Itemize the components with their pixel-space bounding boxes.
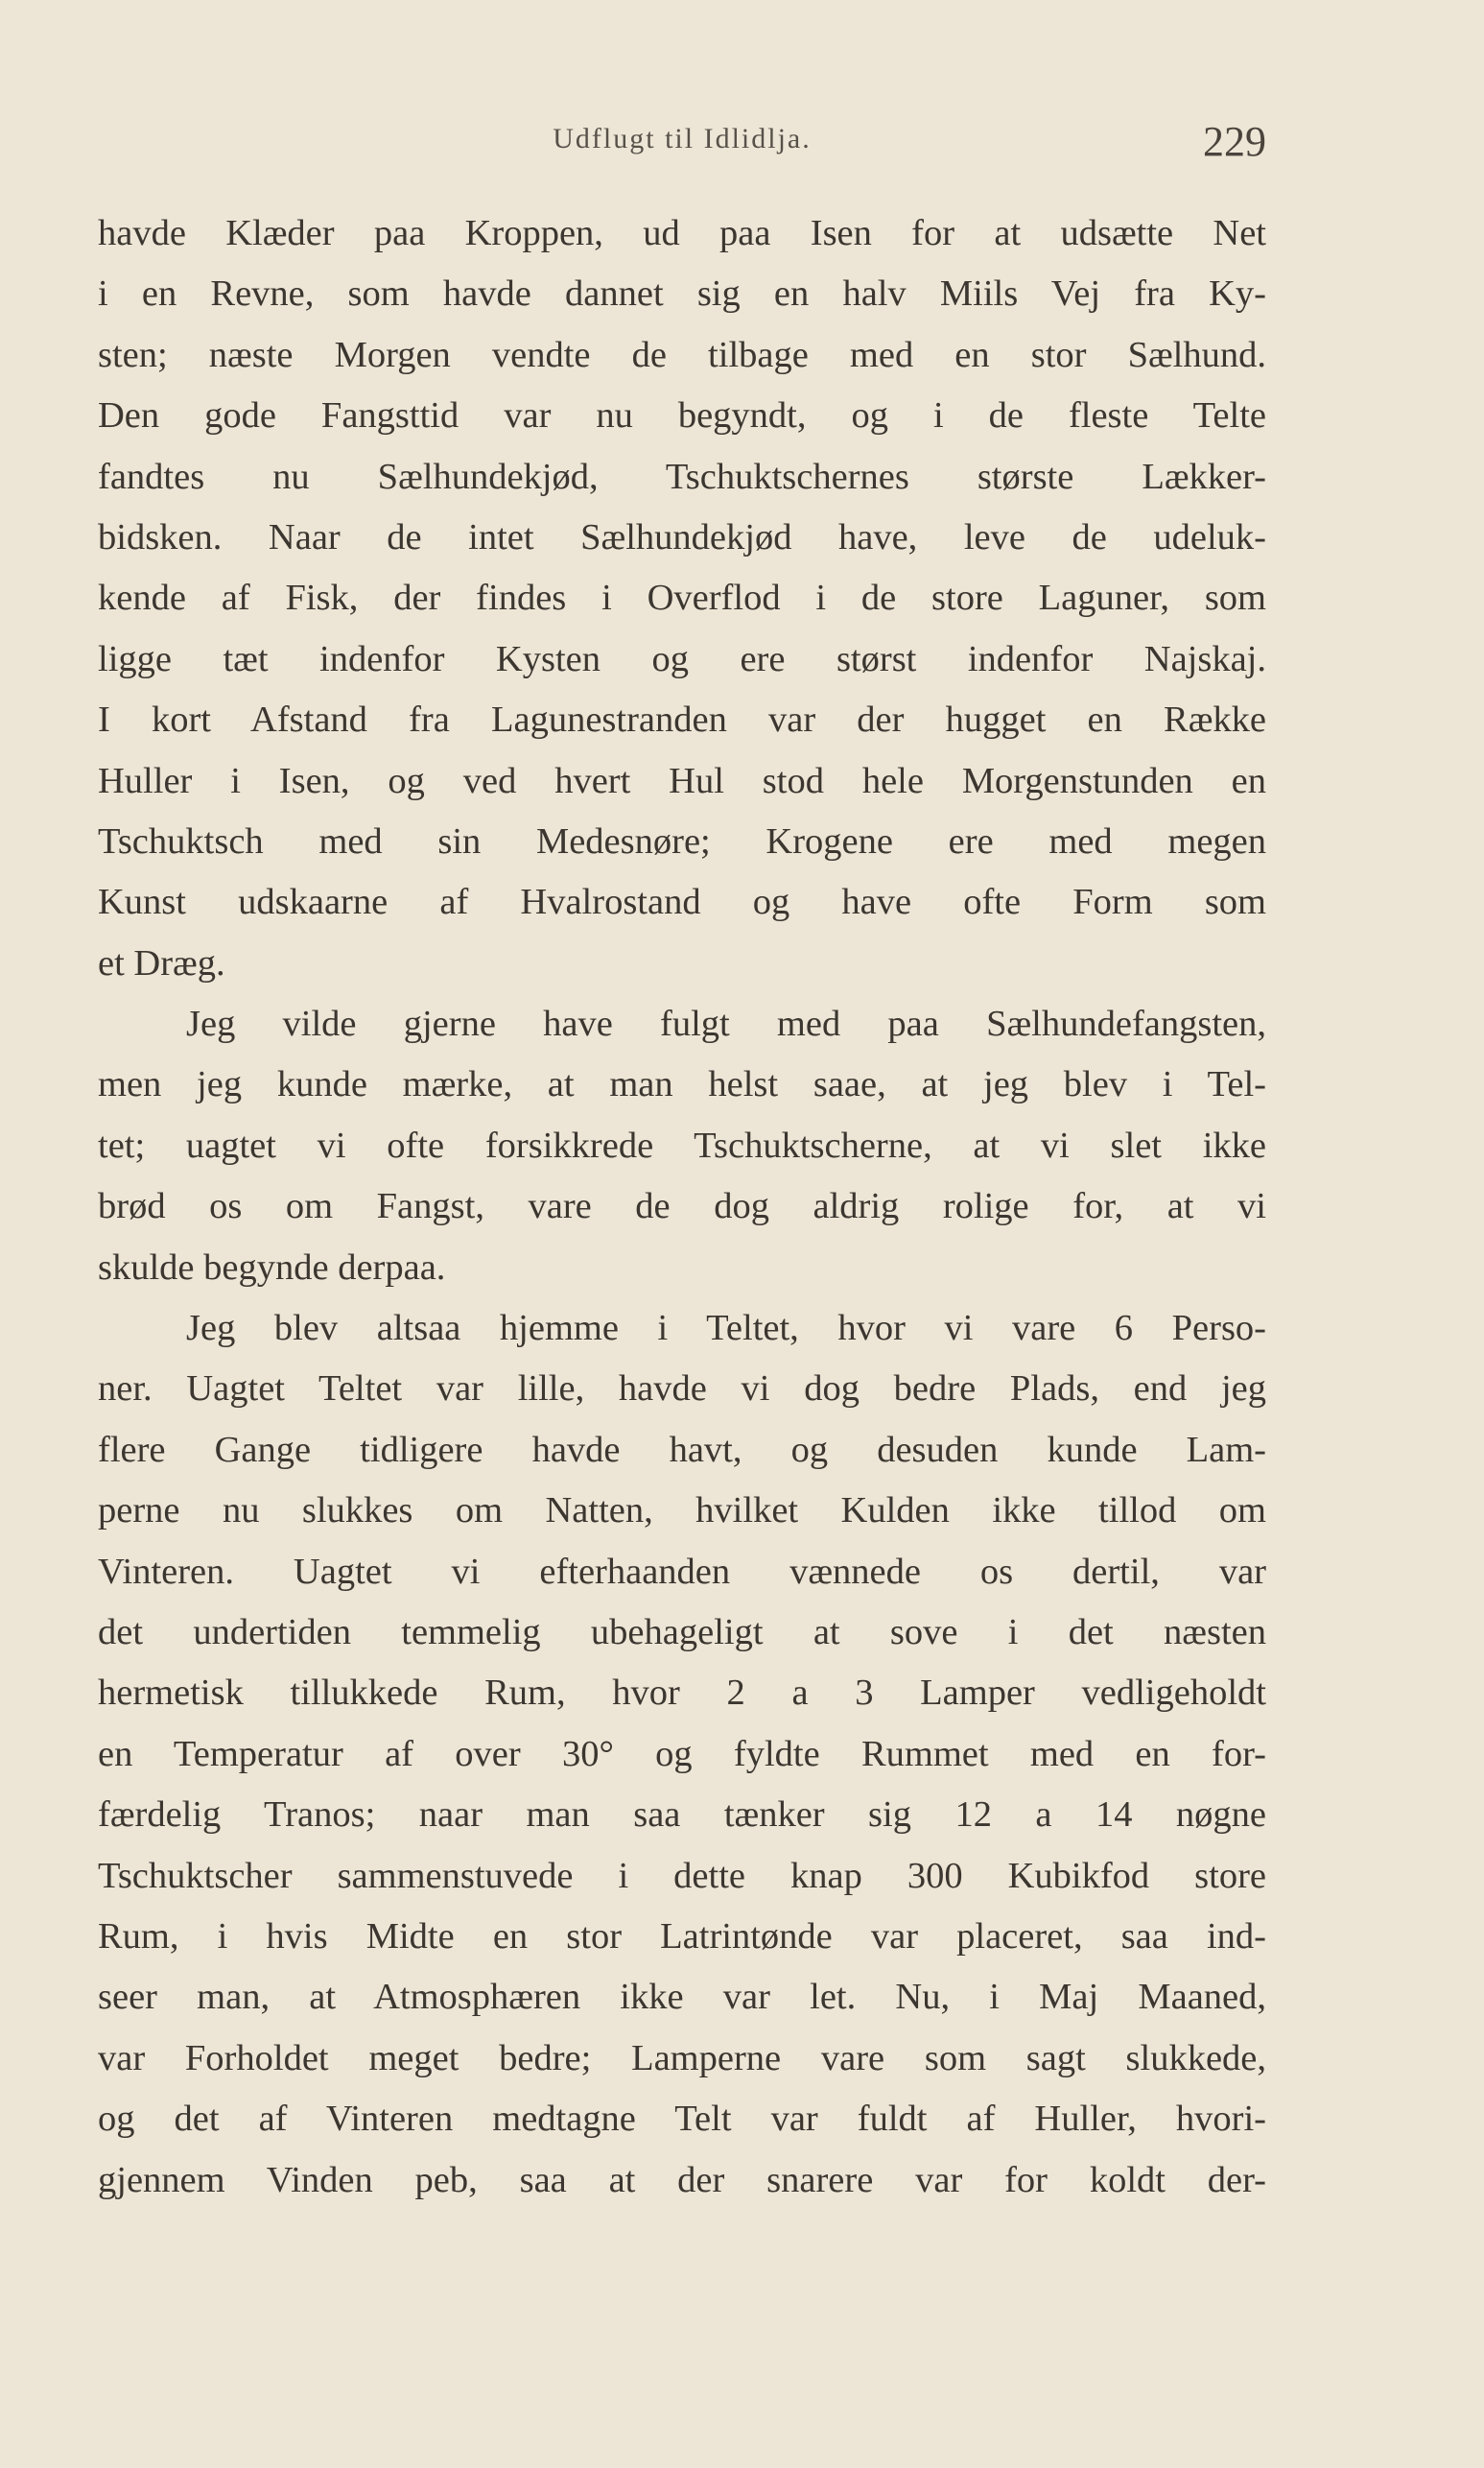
text-line: et Dræg. bbox=[98, 942, 225, 984]
text-line: sten; næste Morgen vendte de tilbage med en stor Sælhund. bbox=[98, 334, 1266, 375]
text-line: Jeg vilde gjerne have fulgt med paa Sælhundefangsten, bbox=[186, 1004, 1266, 1045]
text-line: Kunst udskaarne af Hvalrostand og have ofte Form som bbox=[98, 882, 1266, 923]
running-head bbox=[98, 115, 1266, 173]
text-line: Jeg blev altsaa hjemme i Teltet, hvor vi vare 6 Perso- bbox=[186, 1308, 1266, 1349]
text-line: bidsken. Naar de intet Sælhundekjød have, leve de udeluk- bbox=[98, 516, 1266, 558]
text-line: men jeg kunde mærke, at man helst saae, at jeg blev i Tel- bbox=[98, 1064, 1266, 1105]
text-line: I kort Afstand fra Lagunestranden var der hugget en Række bbox=[98, 700, 1266, 741]
text-line: flere Gange tidligere havde havt, og desuden kunde Lam- bbox=[98, 1429, 1266, 1470]
text-line: i en Revne, som havde dannet sig en halv Miils Vej fra Ky- bbox=[98, 273, 1266, 315]
text-line: Huller i Isen, og ved hvert Hul stod hele Morgenstunden en bbox=[98, 760, 1266, 801]
text-line: seer man, at Atmosphæren ikke var let. Nu, i Maj Maaned, bbox=[98, 1977, 1266, 2018]
text-line: tet; uagtet vi ofte forsikkrede Tschuktscherne, at vi slet ikke bbox=[98, 1125, 1266, 1166]
text-line: perne nu slukkes om Natten, hvilket Kulden ikke tillod om bbox=[98, 1490, 1266, 1531]
text-line: var Forholdet meget bedre; Lamperne vare som sagt slukkede, bbox=[98, 2037, 1266, 2078]
text-line: ligge tæt indenfor Kysten og ere størst indenfor Najskaj. bbox=[98, 638, 1266, 679]
text-line: gjennem Vinden peb, saa at der snarere var for koldt der- bbox=[98, 2159, 1266, 2200]
text-line: Den gode Fangsttid var nu begyndt, og i de fleste Telte bbox=[98, 395, 1266, 437]
text-line: en Temperatur af over 30° og fyldte Rummet med en for- bbox=[98, 1733, 1266, 1774]
text-line: det undertiden temmelig ubehageligt at sove i det næsten bbox=[98, 1611, 1266, 1652]
text-line: Tschuktsch med sin Medesnøre; Krogene ere med megen bbox=[98, 820, 1266, 862]
text-line: fandtes nu Sælhundekjød, Tschuktschernes største Lækker- bbox=[98, 456, 1266, 497]
text-line: Tschuktscher sammenstuvede i dette knap 300 Kubikfod store bbox=[98, 1855, 1266, 1896]
page-number: 229 bbox=[1203, 118, 1266, 165]
text-line: ner. Uagtet Teltet var lille, havde vi dog bedre Plads, end jeg bbox=[98, 1368, 1266, 1410]
text-line: kende af Fisk, der findes i Overflod i de store Laguner, som bbox=[98, 578, 1266, 619]
text-line: Vinteren. Uagtet vi efterhaanden vænnede os dertil, var bbox=[98, 1551, 1266, 1592]
text-line: havde Klæder paa Kroppen, ud paa Isen for at udsætte Net bbox=[98, 213, 1266, 253]
text-line: skulde begynde derpaa. bbox=[98, 1246, 446, 1288]
text-line: færdelig Tranos; naar man saa tænker sig 12 a 14 nøgne bbox=[98, 1794, 1266, 1836]
text-line: brød os om Fangst, vare de dog aldrig rolige for, at vi bbox=[98, 1186, 1266, 1227]
text-line: hermetisk tillukkede Rum, hvor 2 a 3 Lamper vedligeholdt bbox=[98, 1673, 1266, 1714]
body-text bbox=[98, 203, 1266, 2211]
text-line: Rum, i hvis Midte en stor Latrintønde var placeret, saa ind- bbox=[98, 1915, 1266, 1957]
text-line: og det af Vinteren medtagne Telt var fuldt af Huller, hvori- bbox=[98, 2099, 1266, 2140]
running-title: Udflugt til Idlidlja. bbox=[553, 123, 812, 154]
